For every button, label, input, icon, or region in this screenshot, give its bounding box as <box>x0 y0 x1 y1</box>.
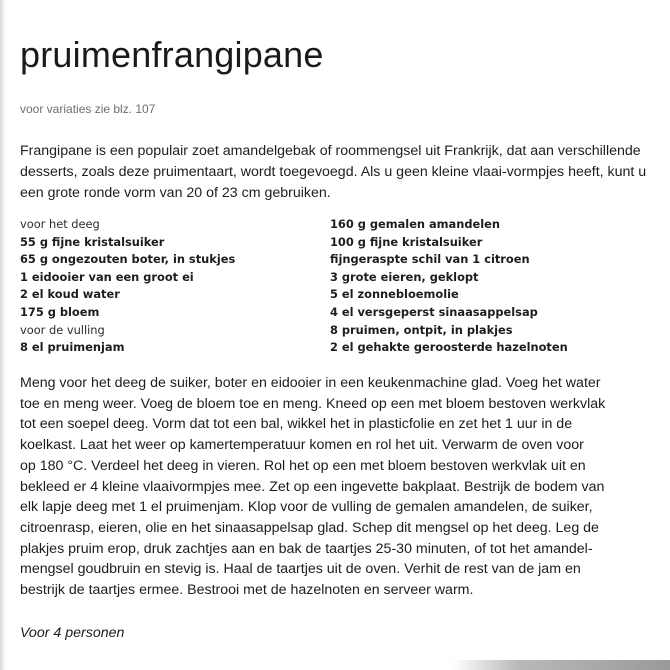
method-line: mengsel goudbruin en stevig is. Haal de taartjes uit de oven. Verhit de rest van de jam en <box>20 561 581 578</box>
method-line: koelkast. Laat het weer op kamertemperatuur komen en rol het uit. Verwarm de oven voor <box>20 437 584 454</box>
ingredient-item: 2 el gehakte geroosterde hazelnoten <box>330 340 568 355</box>
ingredient-item: 8 el pruimenjam <box>20 340 125 355</box>
ingredient-item: fijngeraspte schil van 1 citroen <box>330 252 530 267</box>
ingredient-heading-filling: voor de vulling <box>20 322 105 337</box>
page-binding-edge <box>0 0 6 670</box>
recipe-intro: Frangipane is een populair zoet amandelgebak of roommengsel uit Frankrijk, dat aan verschillende desserts, zoals deze pruimentaart, wordt toegevoegd. Als u geen kleine vlaai-vormpjes heeft, kunt u een grote ronde vorm van 20 of 23 cm gebruiken. <box>20 143 647 201</box>
ingredient-item: 100 g fijne kristalsuiker <box>330 234 483 249</box>
recipe-title: pruimenfrangipane <box>20 34 324 75</box>
method-line: toe en meng weer. Voeg de bloem toe en meng. Kneed op een met bloem bestoven werkvlak <box>20 395 606 412</box>
ingredient-item: 3 grote eieren, geklopt <box>330 269 479 284</box>
method-line: elk lapje deeg met 1 el pruimenjam. Klop voor de vulling de gemalen amandelen, de suiker, <box>20 499 593 516</box>
ingredient-item: 175 g bloem <box>20 304 100 319</box>
servings-note: Voor 4 personen <box>20 625 125 641</box>
recipe-method <box>20 373 620 601</box>
ingredient-item: 5 el zonnebloemolie <box>330 287 459 302</box>
ingredient-item: 1 eidooier van een groot ei <box>20 269 194 284</box>
ingredient-item: 4 el versgeperst sinaasappelsap <box>330 304 538 319</box>
ingredient-item: 55 g fijne kristalsuiker <box>20 234 165 249</box>
method-line: op 180 °C. Verdeel het deeg in vieren. Rol het op een met bloem bestoven werkvlak uit en <box>20 457 586 474</box>
page-shadow <box>452 660 670 670</box>
ingredient-heading-dough: voor het deeg <box>20 217 100 231</box>
method-line: plakjes pruim erop, druk zachtjes aan en bak de taartjes 25-30 minuten, of tot het amandel- <box>20 540 593 557</box>
method-line: citroenrasp, eieren, olie en het sinaasappelsap glad. Schep dit mengsel op het deeg. Leg de <box>20 519 599 536</box>
ingredients-right-column <box>330 216 568 357</box>
ingredient-item: 65 g ongezouten boter, in stukjes <box>20 252 236 267</box>
ingredient-item: 8 pruimen, ontpit, in plakjes <box>330 322 513 337</box>
method-line: bekleed er 4 kleine vlaaivormpjes mee. Zet op een ingevette bakplaat. Bestrijk de bodem van <box>20 478 605 495</box>
variations-note: voor variaties zie blz. 107 <box>20 102 156 116</box>
method-line: bestrijk de taartjes ermee. Bestrooi met de hazelnoten en serveer warm. <box>20 582 474 599</box>
method-line: tot een soepel deeg. Vorm dat tot een bal, wikkel het in plasticfolie en zet het 1 uur in de <box>20 416 573 433</box>
ingredient-item: 2 el koud water <box>20 287 120 302</box>
ingredients-left-column <box>20 216 235 357</box>
method-line: Meng voor het deeg de suiker, boter en eidooier in een keukenmachine glad. Voeg het water <box>20 375 601 391</box>
ingredient-item: 160 g gemalen amandelen <box>330 217 500 231</box>
